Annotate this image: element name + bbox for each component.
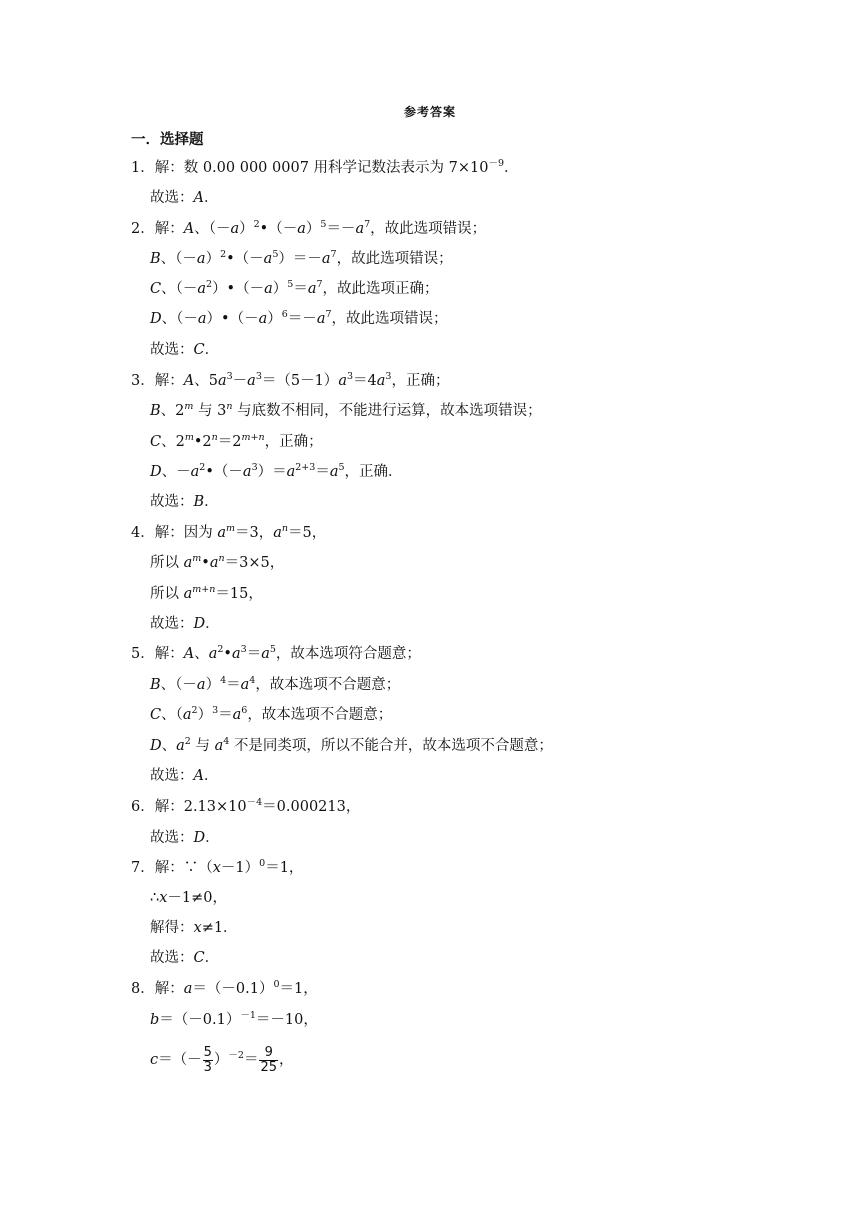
q3-answer: 故选：B．	[150, 494, 219, 510]
q5-option-b: B、$(-a)^4=a^4$，故本选项不合题意；	[150, 675, 401, 693]
q5-answer: 故选：A．	[150, 768, 219, 784]
q3-option-a: 3．解：A、$5a^3-a^3=(5-1)a^3=4a^3$，正确；	[131, 371, 450, 389]
q3-option-c: C、$2^m•2^n=2^{m+n}$，正确；	[150, 432, 323, 450]
q4-answer: 故选：D．	[150, 616, 220, 632]
q2-answer: 故选：C．	[150, 342, 220, 358]
q7-line-2: ∴x－1≠0，	[150, 890, 228, 906]
q8-line-2: $b=(-0.1)^{-1}=-10$，	[150, 1010, 318, 1028]
q2-option-c: C、$(-a^2)•(-a)^5=a^7$，故此选项正确；	[150, 279, 439, 297]
q4-line-3: 所以 $a^{m+n}=15$，	[150, 584, 263, 602]
q6-line: 6．解：$2.13\times 10^{-4}=0.000213$，	[131, 797, 361, 815]
q7-answer: 故选：C．	[150, 950, 220, 966]
q4-line-1: 4．解：因为 $a^m=3$，$a^n=5$，	[131, 523, 327, 541]
q5-option-c: C、$(a^2)^3=a^6$，故本选项不合题意；	[150, 705, 393, 723]
q7-line-1: 7．解：$\because(x-1)^0=1$，	[131, 858, 304, 876]
q4-line-2: 所以 $a^m•a^n=3\times 5$，	[150, 553, 285, 571]
q5-option-d: D、$a^2$ 与 $a^4$ 不是同类项，所以不能合并，故本选项不合题意；	[150, 736, 553, 754]
section-heading: 一．选择题	[131, 132, 204, 148]
q3-option-b: B、2$^m$ 与 3$^n$ 与底数不相同，不能进行运算，故本选项错误；	[150, 401, 542, 419]
q8-line-1: 8．解：$a=(-0.1)^0=1$，	[131, 979, 318, 997]
q1-answer: 故选：A．	[150, 190, 219, 206]
q5-option-a: 5．解：A、$a^2•a^3=a^5$，故本选项符合题意；	[131, 644, 421, 662]
q7-line-3: 解得：x≠1．	[150, 920, 238, 936]
q1-line: 1．解：数 0.00 000 0007 用科学记数法表示为 $7\times 10^{-9}$．	[131, 158, 519, 176]
q2-option-a: 2．解：A、$(-a)^2•(-a)^5=-a^7$，故此选项错误；	[131, 219, 487, 237]
q2-option-b: B、$(-a)^2•(-a^5)=-a^7$，故此选项错误；	[150, 249, 453, 267]
page-title: 参考答案	[403, 105, 456, 119]
fraction-5-3: $\frac{5}{3}$	[203, 1044, 212, 1075]
q3-option-d: D、$-a^2•(-a^3)=a^{2+3}=a^5$，正确．	[150, 462, 403, 480]
fraction-9-25: $\frac{9}{25}$	[260, 1044, 277, 1075]
q6-answer: 故选：D．	[150, 830, 220, 846]
q8-line-3: c＝（－ $\frac{5}{3}$ ）$^{-2}$＝ $\frac{9}{25}$ ，	[150, 1044, 294, 1075]
q2-option-d: D、$(-a)•(-a)^6=-a^7$，故此选项错误；	[150, 309, 448, 327]
